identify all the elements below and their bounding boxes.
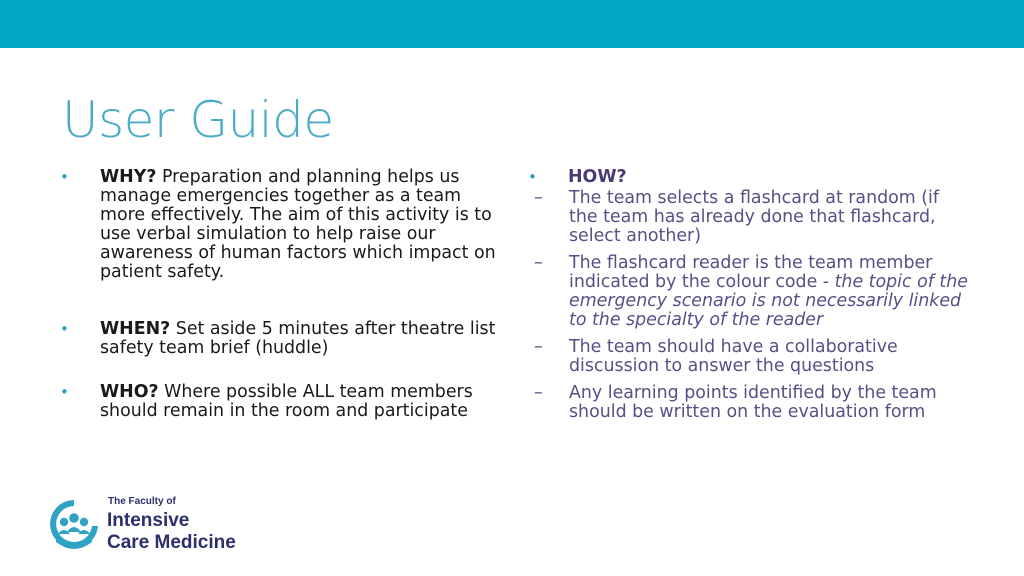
dash-marker: – xyxy=(534,253,543,273)
when-text: Set aside 5 minutes after theatre list safety team brief (huddle) xyxy=(100,319,496,358)
how-step-1 xyxy=(528,189,968,246)
when-heading: WHEN? xyxy=(100,319,171,339)
dash-marker: – xyxy=(534,337,543,357)
bullet-dot: • xyxy=(60,383,69,401)
how-step-2-text: The flashcard reader is the team member indicated by the colour code - xyxy=(569,253,933,292)
why-heading: WHY? xyxy=(100,167,157,187)
ficm-logo xyxy=(48,494,268,558)
logo-line-1: Intensive xyxy=(107,510,190,531)
left-column xyxy=(60,168,500,421)
how-step-3-text: The team should have a collaborative discussion to answer the questions xyxy=(569,337,898,376)
bullet-dot: • xyxy=(60,168,69,186)
how-step-1-text: The team selects a flashcard at random (if the team has already done that flashcard, select another) xyxy=(569,188,940,246)
bullet-dot: • xyxy=(60,320,69,338)
who-text: Where possible ALL team members should remain in the room and participate xyxy=(100,382,473,421)
logo-small-text: The Faculty of xyxy=(108,496,176,507)
bullet-when xyxy=(60,320,500,358)
how-step-2 xyxy=(528,254,968,330)
how-step-2-italic: the topic of the emergency scenario is not necessarily linked to the specialty of the reader xyxy=(569,272,968,330)
how-heading: HOW? xyxy=(568,167,627,187)
how-step-3 xyxy=(528,338,968,376)
dash-marker: – xyxy=(534,383,543,403)
how-step-4-text: Any learning points identified by the team should be written on the evaluation form xyxy=(569,383,937,422)
who-heading: WHO? xyxy=(100,382,159,402)
left-bullet-list xyxy=(60,168,500,421)
bullet-how xyxy=(528,168,968,187)
bullet-why xyxy=(60,168,500,282)
right-column xyxy=(528,168,968,430)
right-bullet-list xyxy=(528,168,968,187)
people-in-circle-icon xyxy=(48,498,100,554)
bullet-dot: • xyxy=(528,168,537,186)
how-step-4 xyxy=(528,384,968,422)
dash-marker: – xyxy=(534,188,543,208)
logo-line-2: Care Medicine xyxy=(107,532,236,553)
page-title: User Guide xyxy=(62,91,334,149)
top-accent-bar xyxy=(0,0,1024,48)
how-step-list xyxy=(528,189,968,422)
bullet-who xyxy=(60,383,500,421)
why-text: Preparation and planning helps us manage emergencies together as a team more effectively. The aim of this activity is to use verbal simulation to help raise our awareness of human factors which impact on patient safety. xyxy=(100,167,496,282)
